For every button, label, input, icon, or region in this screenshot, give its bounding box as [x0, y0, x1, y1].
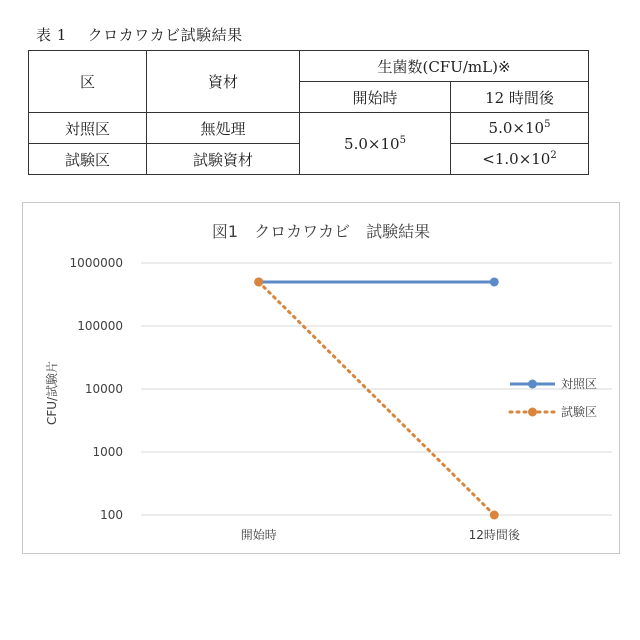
- legend: [510, 377, 597, 419]
- table-caption: 表 1 クロカワカビ試験結果: [36, 26, 243, 44]
- chart-title: 図1 クロカワカビ 試験結果: [211, 222, 431, 241]
- row-test-group: 試験区: [29, 144, 147, 175]
- row-control-group: 対照区: [29, 113, 147, 144]
- header-count: 生菌数(CFU/mL)※: [300, 51, 589, 82]
- axis-layer: [70, 256, 521, 542]
- grid-layer: [141, 263, 612, 515]
- chart-frame: [22, 202, 620, 554]
- legend-swatch-marker: [528, 380, 537, 389]
- header-group: 区: [29, 51, 147, 113]
- chart-svg: [23, 203, 619, 553]
- y-tick-label: 100000: [77, 319, 123, 333]
- y-tick-label: 1000000: [69, 256, 123, 270]
- y-tick-label: 10000: [84, 382, 123, 396]
- x-tick-label: 12時間後: [468, 528, 520, 542]
- series-layer: [254, 277, 499, 519]
- y-tick-label: 100: [100, 508, 123, 522]
- row-control-material: 無処理: [147, 113, 300, 144]
- row-control-12h: $5.0\times 10^5$: [451, 113, 589, 144]
- results-table: [28, 50, 589, 175]
- legend-label: 試験区: [561, 405, 598, 419]
- header-start: 開始時: [300, 82, 451, 113]
- legend-label: 対照区: [561, 377, 598, 391]
- header-material: 資材: [147, 51, 300, 113]
- row-test-material: 試験資材: [147, 144, 300, 175]
- x-tick-label: 開始時: [240, 528, 277, 542]
- cell-start-count: $5.0\times 10^5$: [300, 113, 451, 175]
- series-line-2: [259, 282, 495, 515]
- data-point: [490, 511, 499, 520]
- data-point: [490, 277, 499, 286]
- row-test-12h: $<1.0\times 10^2$: [451, 144, 589, 175]
- legend-swatch-marker: [528, 408, 537, 417]
- y-axis-label: CFU/試験片: [45, 360, 59, 426]
- y-tick-label: 1000: [92, 445, 123, 459]
- data-point: [254, 277, 263, 286]
- header-12h: 12 時間後: [451, 82, 589, 113]
